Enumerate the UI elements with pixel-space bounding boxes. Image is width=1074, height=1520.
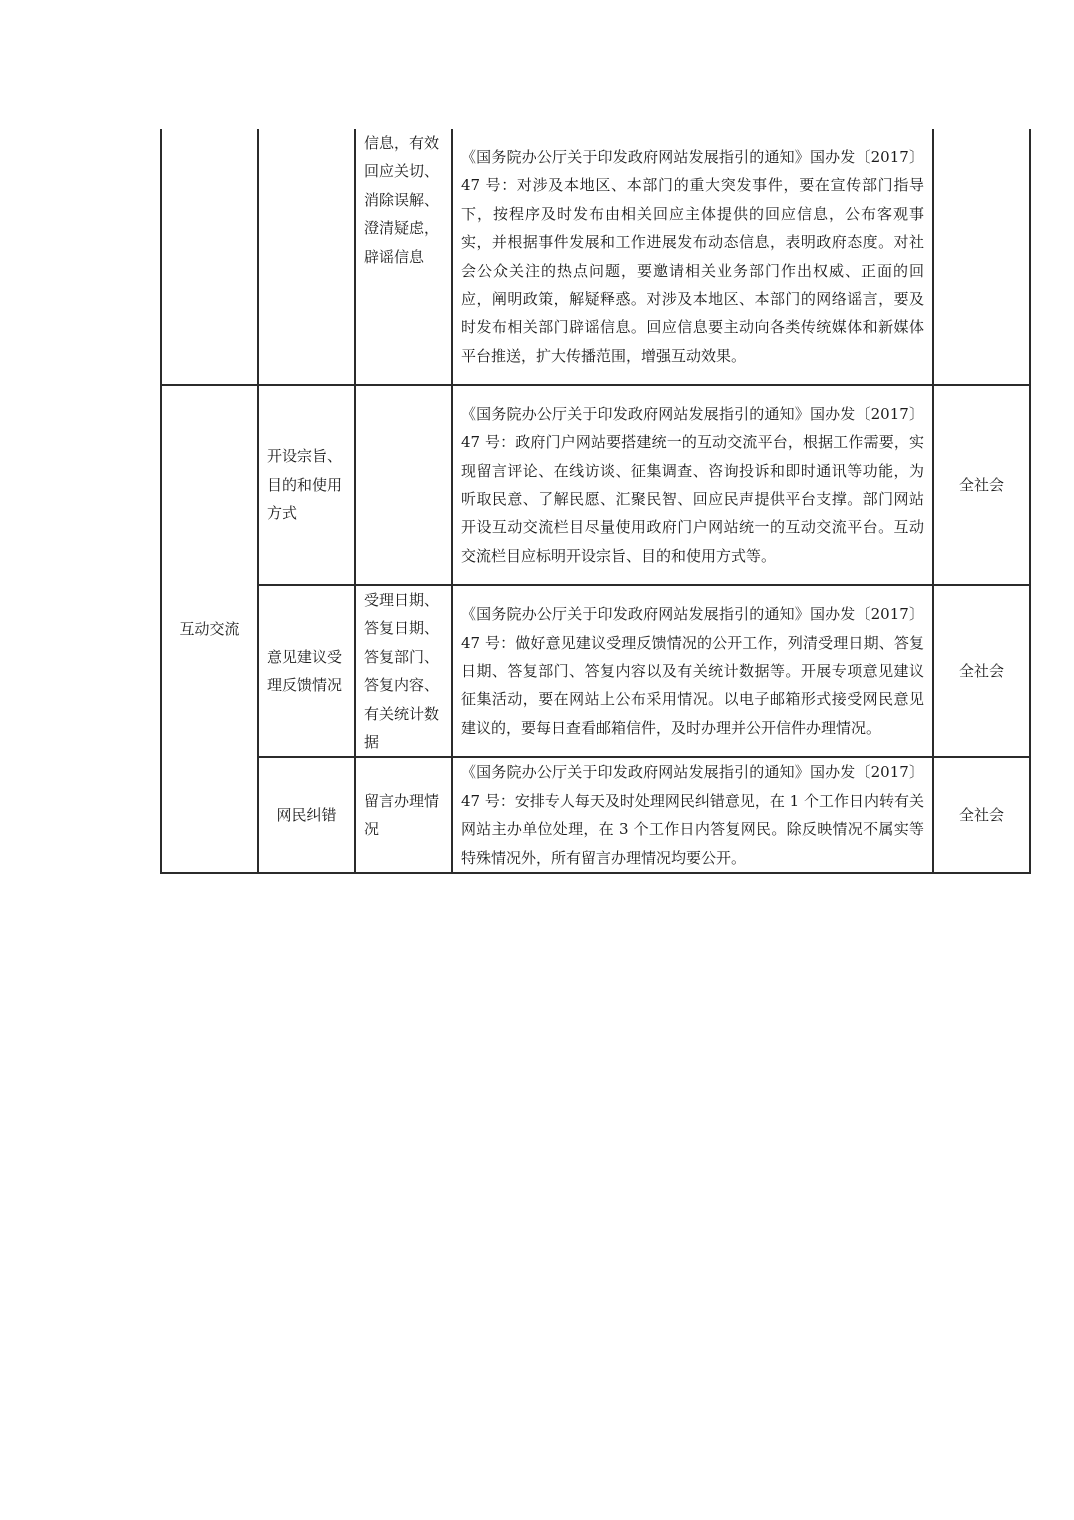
basis-text: 《国务院办公厅关于印发政府网站发展指引的通知》国办发〔2017〕47 号：政府门户网站要搭建统一的互动交流平台，根据工作需要，实现留言评论、在线访谈、征集调查、咨询投诉和即时通讯等功能，为听取民意、了解民愿、汇聚民智、回应民声提供平台支撑。部门网站开设互动交流栏目尽量使用政府门户网站统一的互动交流平台。互动交流栏目应标明开设宗旨、目的和使用方式等。 [461, 404, 924, 565]
item-cell [258, 385, 355, 585]
item-cell [258, 757, 355, 873]
basis-cell [452, 585, 933, 757]
scope-cell [933, 757, 1030, 873]
basis-text: 《国务院办公厅关于印发政府网站发展指引的通知》国办发〔2017〕47 号：安排专人每天及时处理网民纠错意见，在 1 个工作日内转有关网站主办单位处理，在 3 个工作日内答复网民。除反映情况不属实等特殊情况外，所有留言办理情况均要公开。 [461, 763, 924, 867]
item-text: 网民纠错 [276, 806, 337, 825]
scope-cell [933, 129, 1030, 385]
item-cell [258, 129, 355, 385]
category-text: 互动交流 [179, 619, 240, 638]
content-cell [355, 129, 452, 385]
scope-text: 全社会 [958, 662, 1004, 681]
basis-text: 《国务院办公厅关于印发政府网站发展指引的通知》国办发〔2017〕47 号：做好意见建议受理反馈情况的公开工作，列清受理日期、答复日期、答复部门、答复内容以及有关统计数据等。开展专项意见建议征集活动，要在网站上公布采用情况。以电子邮箱形式接受网民意见建议的，要每日查看邮箱信件，及时办理并公开信件办理情况。 [461, 605, 924, 737]
category-cell [161, 385, 258, 873]
table-row [161, 129, 1030, 385]
scope-text: 全社会 [958, 475, 1004, 494]
disclosure-table [160, 129, 1031, 874]
table-row [161, 385, 1030, 585]
content-cell [355, 385, 452, 585]
basis-cell [452, 385, 933, 585]
content-text: 留言办理情况 [364, 791, 440, 839]
scope-cell [933, 585, 1030, 757]
content-text: 受理日期、答复日期、答复部门、答复内容、有关统计数据 [364, 591, 440, 752]
table-row [161, 757, 1030, 873]
item-text: 开设宗旨、目的和使用方式 [267, 447, 343, 523]
basis-text: 《国务院办公厅关于印发政府网站发展指引的通知》国办发〔2017〕47 号：对涉及本地区、本部门的重大突发事件，要在宣传部门指导下，按程序及时发布由相关回应主体提供的回应信息，公布客观事实，并根据事件发展和工作进展发布动态信息，表明政府态度。对社会公众关注的热点问题，要邀请相关业务部门作出权威、正面的回应，阐明政策，解疑释惑。对涉及本地区、本部门的网络谣言，要及时发布相关部门辟谣信息。回应信息要主动向各类传统媒体和新媒体平台推送，扩大传播范围，增强互动效果。 [461, 147, 924, 365]
scope-cell [933, 385, 1030, 585]
basis-cell [452, 129, 933, 385]
content-cell [355, 757, 452, 873]
item-text: 意见建议受理反馈情况 [267, 647, 343, 695]
table-row [161, 585, 1030, 757]
scope-text: 全社会 [958, 806, 1004, 825]
content-cell [355, 585, 452, 757]
basis-cell [452, 757, 933, 873]
content-text: 信息，有效回应关切、消除误解、澄清疑虑，辟谣信息 [364, 134, 440, 266]
category-cell [161, 129, 258, 385]
item-cell [258, 585, 355, 757]
